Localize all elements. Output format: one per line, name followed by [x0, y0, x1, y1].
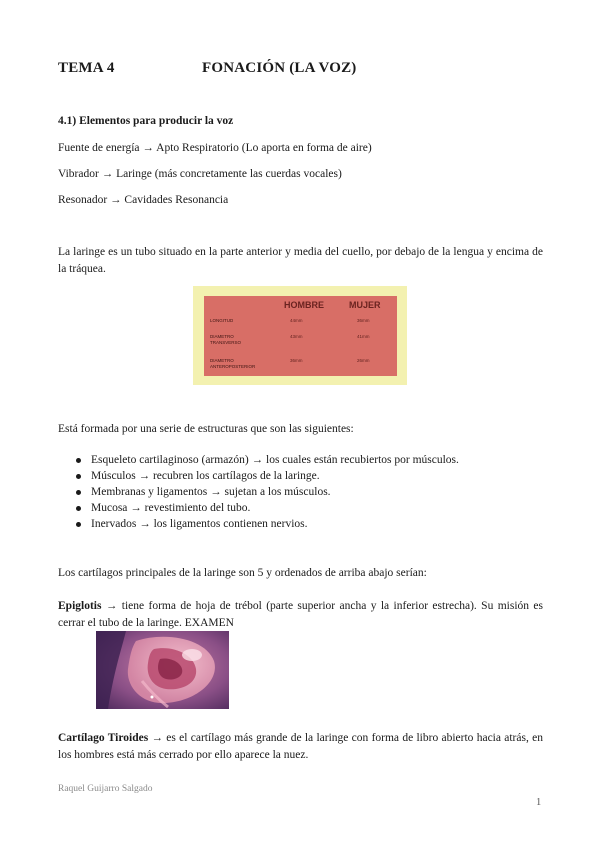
- topic-title: FONACIÓN (LA VOZ): [202, 60, 357, 76]
- row-label-anteroposterior: DIAMETRO ANTEROPOSTERIOR: [210, 358, 256, 369]
- epiglottis-anatomy-image: [96, 631, 229, 709]
- tiroides-term: Cartílago Tiroides: [58, 732, 149, 744]
- structures-list: [58, 452, 459, 532]
- list-item-text: Músculos → recubren los cartílagos de la laringe.: [91, 470, 320, 482]
- list-item-text: Membranas y ligamentos → sujetan a los músculos.: [91, 486, 331, 498]
- cell-hombre-transverso: 43mm: [290, 334, 303, 339]
- bullet-icon: [76, 506, 81, 511]
- structures-intro: Está formada por una serie de estructuras que son las siguientes:: [58, 423, 354, 435]
- epiglotis-term: Epiglotis: [58, 600, 102, 612]
- list-item: [58, 516, 459, 532]
- cell-mujer-anteroposterior: 26mm: [357, 358, 370, 363]
- tiroides-paragraph: [58, 730, 543, 764]
- footer-author: Raquel Guijarro Salgado: [58, 784, 153, 794]
- element-line-energy: Fuente de energía → Apto Respiratorio (Lo aporta en forma de aire): [58, 142, 372, 154]
- row-label-transverso: DIAMETRO TRANSVERSO: [210, 334, 242, 345]
- page-title: [58, 60, 357, 77]
- measurements-table-figure: [193, 286, 407, 385]
- list-item: [58, 500, 459, 516]
- epiglotis-paragraph: [58, 598, 543, 632]
- bullet-icon: [76, 474, 81, 479]
- row-label-longitud: LONGITUD: [210, 318, 234, 323]
- cell-mujer-transverso: 41mm: [357, 334, 370, 339]
- bullet-icon: [76, 490, 81, 495]
- list-item-text: Mucosa → revestimiento del tubo.: [91, 502, 251, 514]
- cell-mujer-longitud: 36mm: [357, 318, 370, 323]
- col-header-hombre: HOMBRE: [284, 300, 324, 310]
- topic-number: TEMA 4: [58, 60, 115, 76]
- list-item-text: Inervados → los ligamentos contienen nervios.: [91, 518, 308, 530]
- cell-hombre-longitud: 44mm: [290, 318, 303, 323]
- section-heading: 4.1) Elementos para producir la voz: [58, 115, 234, 127]
- tiroides-text: → es el cartílago más grande de la laringe con forma de libro abierto hacia atrás, en los hombres está más cerrado por ello aparece la nuez.: [58, 732, 543, 761]
- page-number: 1: [536, 797, 542, 808]
- measurements-table: [204, 296, 397, 376]
- cartilages-intro: Los cartílagos principales de la laringe son 5 y ordenados de arriba abajo serían:: [58, 567, 427, 579]
- bullet-icon: [76, 522, 81, 527]
- element-line-vibrator: Vibrador → Laringe (más concretamente las cuerdas vocales): [58, 168, 342, 180]
- list-item-text: Esqueleto cartilaginoso (armazón) → los cuales están recubiertos por músculos.: [91, 454, 459, 466]
- list-item: [58, 468, 459, 484]
- bullet-icon: [76, 458, 81, 463]
- element-line-resonator: Resonador → Cavidades Resonancia: [58, 194, 229, 206]
- col-header-mujer: MUJER: [349, 300, 381, 310]
- cell-hombre-anteroposterior: 36mm: [290, 358, 303, 363]
- epiglotis-text: → tiene forma de hoja de trébol (parte superior ancha y la inferior estrecha). Su misión es cerrar el tubo de la laringe. EXAMEN: [58, 600, 543, 629]
- intro-paragraph: La laringe es un tubo situado en la parte anterior y media del cuello, por debajo de la lengua y encima de la tráquea.: [58, 246, 543, 275]
- list-item: [58, 452, 459, 468]
- list-item: [58, 484, 459, 500]
